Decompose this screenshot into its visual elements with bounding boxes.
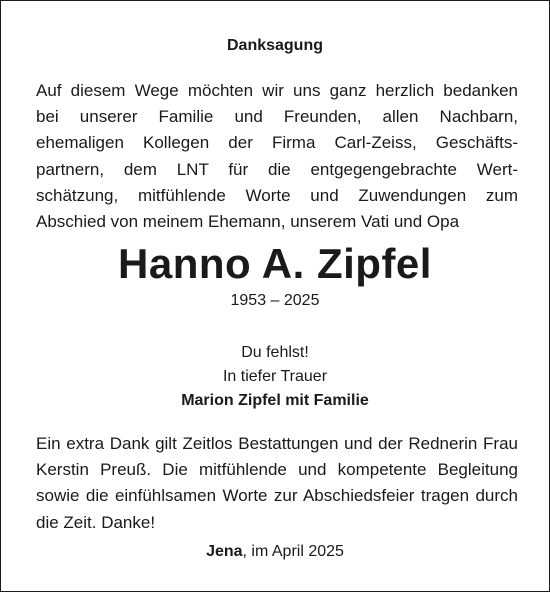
intro-line: bei unserer Familie und Freunden, allen Nachbarn, — [36, 107, 518, 127]
thanks-line: sowie die einfühlsamen Worte zur Abschiedsfeier tragen durch — [36, 486, 518, 506]
family-signature: Marion Zipfel mit Familie — [181, 392, 369, 409]
deceased-name: Hanno A. Zipfel — [118, 240, 432, 287]
date-text: , im April 2025 — [242, 543, 344, 560]
intro-line: ehemaligen Kollegen der Firma Carl-Zeiss, Geschäfts- — [36, 133, 518, 153]
place-name: Jena — [206, 543, 243, 560]
place-date-line — [1, 541, 549, 563]
intro-line: partnern, dem LNT für die entgegengebrachte Wert- — [36, 159, 518, 179]
life-years: 1953 – 2025 — [230, 292, 320, 309]
mourning-block — [1, 341, 549, 413]
mourning-line: In tiefer Trauer — [222, 368, 328, 385]
thanks-paragraph — [36, 431, 518, 536]
intro-line: Abschied von meinem Ehemann, unserem Vati und Opa — [36, 212, 460, 232]
intro-line: schätzung, mitfühlende Worte und Zuwendungen zum — [36, 185, 518, 205]
intro-paragraph — [36, 78, 518, 235]
intro-line: Auf diesem Wege möchten wir uns ganz herzlich bedanken — [36, 81, 518, 100]
farewell-line: Du fehlst! — [241, 344, 309, 361]
thanks-line: die Zeit. Danke! — [36, 512, 156, 532]
thanks-line: Ein extra Dank gilt Zeitlos Bestattungen und der Rednerin Frau — [36, 434, 518, 453]
thanks-line: Kerstin Preuß. Die mitfühlende und kompetente Begleitung — [36, 460, 518, 480]
notice-heading: Danksagung — [226, 37, 323, 54]
